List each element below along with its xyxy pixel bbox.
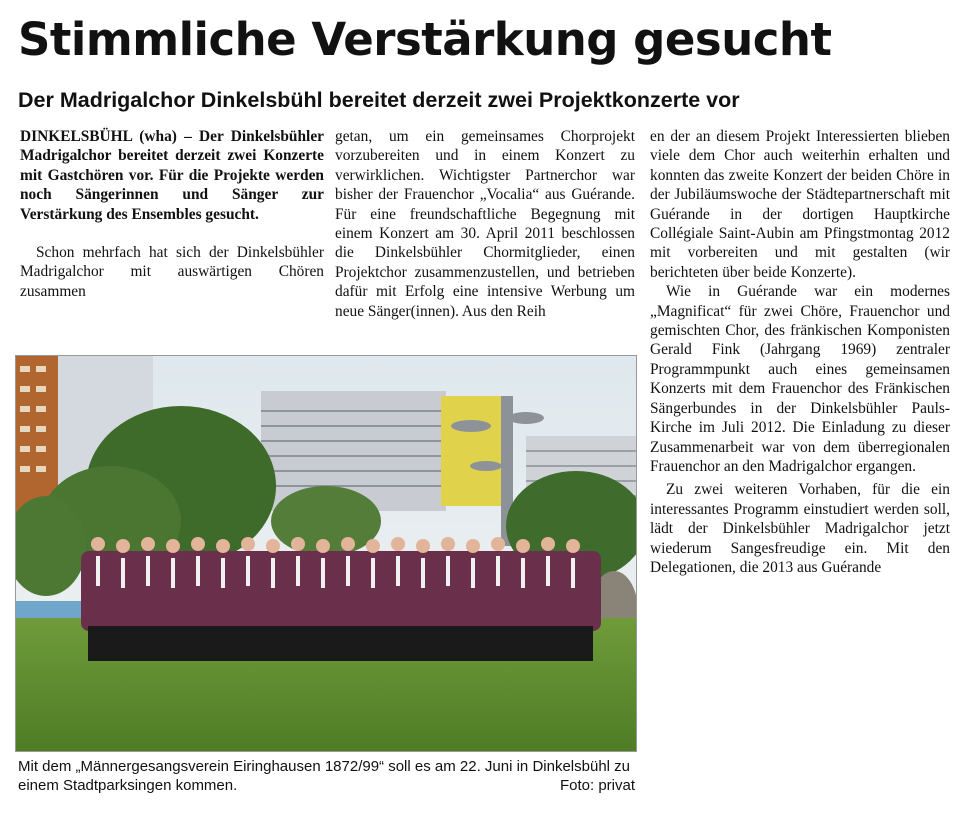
- paragraph-3: Zu zwei weiteren Vorhaben, für die ein interessantes Programm einstudiert werden soll, lädt der Dinkelsbühler Madrigalchor jetzt wiederum Sangesfreudige ein. Mit den Delegationen, die 2013 aus Guérande: [650, 481, 950, 576]
- subheadline: Der Madrigalchor Dinkelsbühl bereitet derzeit zwei Projektkonzerte vor: [18, 88, 740, 112]
- lead-part: DINKELSBÜHL (wha) – Der Dinkelsbühler Madrigalchor bereitet derzeit zwei Konzerte mit Gastchören vor. Für die Projekte werden noch Sängerinnen und Sänger zur Verstärkung des Ensembles gesucht.: [20, 128, 324, 223]
- paragraph-1-end: en der an diesem Projekt Interessierten blieben viele dem Chor auch weiterhin erhalten und konnten das zweite Konzert der beiden Chöre in der Jubiläumswoche der Städtepartnerschaft mit Guérande in der dortigen Hauptkirche Collégiale Saint-Aubin am Pfingstmontag 2012 mit vorbereiten und mit gestalten (wir berichteten über beide Konzerte).: [650, 128, 950, 281]
- choir-photo: [15, 355, 637, 752]
- article-column-3: [650, 127, 950, 577]
- paragraph-1-start: Schon mehrfach hat sich der Dinkelsbühler Madrigalchor mit auswärtigen Chören zusammen: [20, 244, 324, 300]
- caption-text: Mit dem „Männergesangsverein Eiringhausen 1872/99“ soll es am 22. Juni in Dinkelsbühl zu einem Stadtparksingen kommen.: [18, 758, 630, 794]
- photo-credit: Foto: privat: [559, 777, 635, 794]
- headline: Stimmliche Verstärkung gesucht: [18, 13, 832, 66]
- paragraph-1-mid: getan, um ein gemeinsames Chorprojekt vorzubereiten und in einem Konzert zu verwirklichen. Wichtigster Partnerchor war bisher der Frauenchor „Vocalia“ aus Guérande. Für eine freundschaftliche Begegnung mit einem Konzert am 30. April 2011 beschlossen die Dinkelsbühler Chormitglieder, einen Projektchor zusammenzustellen, und betrieben dafür mit Erfolg eine intensive Werbung um neue Sänger(innen). Aus den Reih: [335, 128, 635, 320]
- article-column-1: [20, 127, 324, 301]
- paragraph-2: Wie in Guérande war ein modernes „Magnificat“ für zwei Chöre, Frauenchor und gemischten Chor, des fränkischen Komponisten Gerald Fink (Jahrgang 1969) zentraler Programmpunkt auch eines gemeinsamen Konzerts mit dem Frauenchor des Fränkischen Sängerbundes in der Dinkelsbühler Pauls-Kirche im Juli 2012. Die Einladung zu dieser Zusammenarbeit war von dem überregionalen Frauenchor an den Madrigalchor ergangen.: [650, 283, 950, 475]
- article-column-2: [335, 127, 635, 321]
- article-lead: [20, 127, 324, 224]
